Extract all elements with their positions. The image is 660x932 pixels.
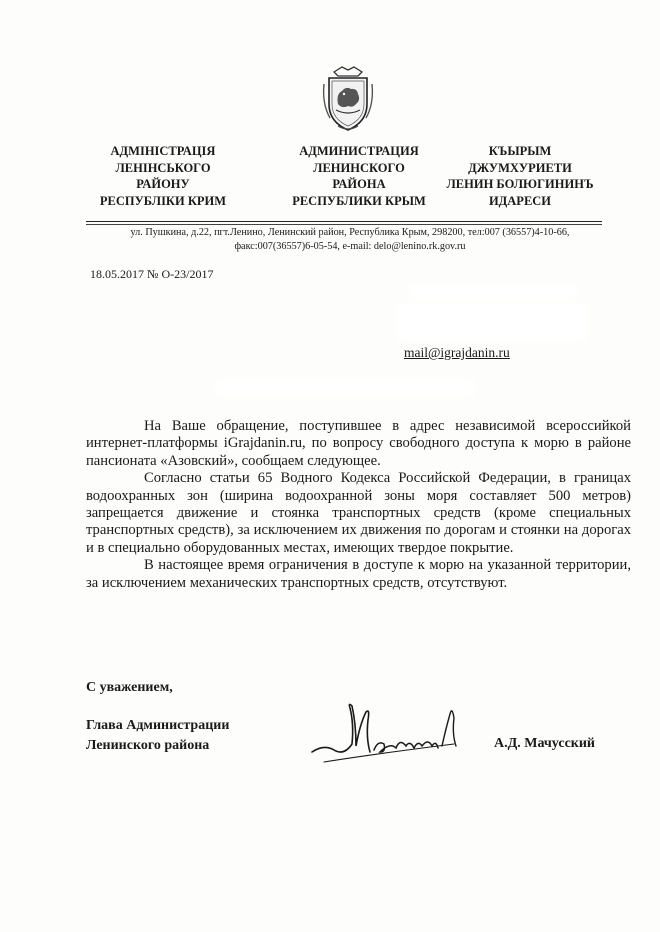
header-divider-thin <box>86 224 602 225</box>
header-crimean-tatar-line: ИДАРЕСИ <box>488 193 552 208</box>
header-divider-thick <box>86 221 602 222</box>
header-crimean-tatar-line: КЪЫРЫМ <box>488 144 552 158</box>
position-line: Ленинского района <box>86 738 210 753</box>
header-russian-line: РАЙОНА <box>332 177 386 191</box>
header-crimean-tatar-line: ЛЕНИН БОЛЮГИНИНЪ <box>446 177 594 191</box>
body-paragraph: Согласно статьи 65 Водного Кодекса Российской Федерации, в границах водоохранных зон (ширина водоохранной зоны моря составляет 500 метров) запрещается движение и стоянка транспортных средств (кроме специальных транспортных средств), за исключением их движения по дорогам и стоянки на дорогах и в специально оборудованных местах, имеющих твердое покрытие. <box>86 470 631 556</box>
header-ukrainian-line: РЕСПУБЛІКИ КРИМ <box>99 193 227 208</box>
handwritten-signature <box>304 694 474 774</box>
contact-info <box>90 226 610 254</box>
header-russian-line: РЕСПУБЛИКИ КРЫМ <box>292 193 426 208</box>
document-reference: 18.05.2017 № О-23/2017 <box>90 267 214 281</box>
header-russian-line: АДМИНИСТРАЦИЯ <box>299 144 419 158</box>
redacted-recipient-block <box>396 304 588 342</box>
contact-line-fax-email: факс:007(36557)6-05-54, e-mail: delo@lenino.rk.gov.ru <box>234 241 466 252</box>
header-crimean-tatar <box>445 143 595 209</box>
coat-of-arms-emblem <box>320 64 376 134</box>
header-russian <box>275 143 443 209</box>
signatory-name: А.Д. Мачусский <box>494 736 595 751</box>
header-ukrainian-line: РАЙОНУ <box>136 177 190 191</box>
contact-line-address: ул. Пушкина, д.22, пгт.Ленино, Ленинский район, Республика Крым, 298200, тел:007 (36557)4-10-66, <box>130 227 570 238</box>
letter-body <box>86 418 631 592</box>
signatory-position <box>86 716 229 756</box>
header-ukrainian-line: АДМІНІСТРАЦІЯ <box>110 144 216 158</box>
header-russian-line: ЛЕНИНСКОГО <box>313 160 405 175</box>
redacted-recipient-block <box>408 284 578 302</box>
header-ukrainian-line: ЛЕНІНСЬКОГО <box>115 160 211 175</box>
closing-regards: С уважением, <box>86 680 173 695</box>
header-crimean-tatar-line: ДЖУМХУРИЕТИ <box>468 160 572 175</box>
recipient-email: mail@igrajdanin.ru <box>404 345 510 360</box>
body-paragraph: В настоящее время ограничения в доступе к морю на указанной территории, за исключением механических транспортных средств, отсутствуют. <box>86 557 631 591</box>
redacted-recipient-block <box>214 378 476 398</box>
position-line: Глава Администрации <box>86 718 230 733</box>
header-ukrainian <box>78 143 248 209</box>
body-paragraph: На Ваше обращение, поступившее в адрес независимой всероссийкой интернет-платформы iGrajdanin.ru, по вопросу свободного доступа к морю в районе пансионата «Азовский», сообщаем следующее. <box>86 418 631 469</box>
